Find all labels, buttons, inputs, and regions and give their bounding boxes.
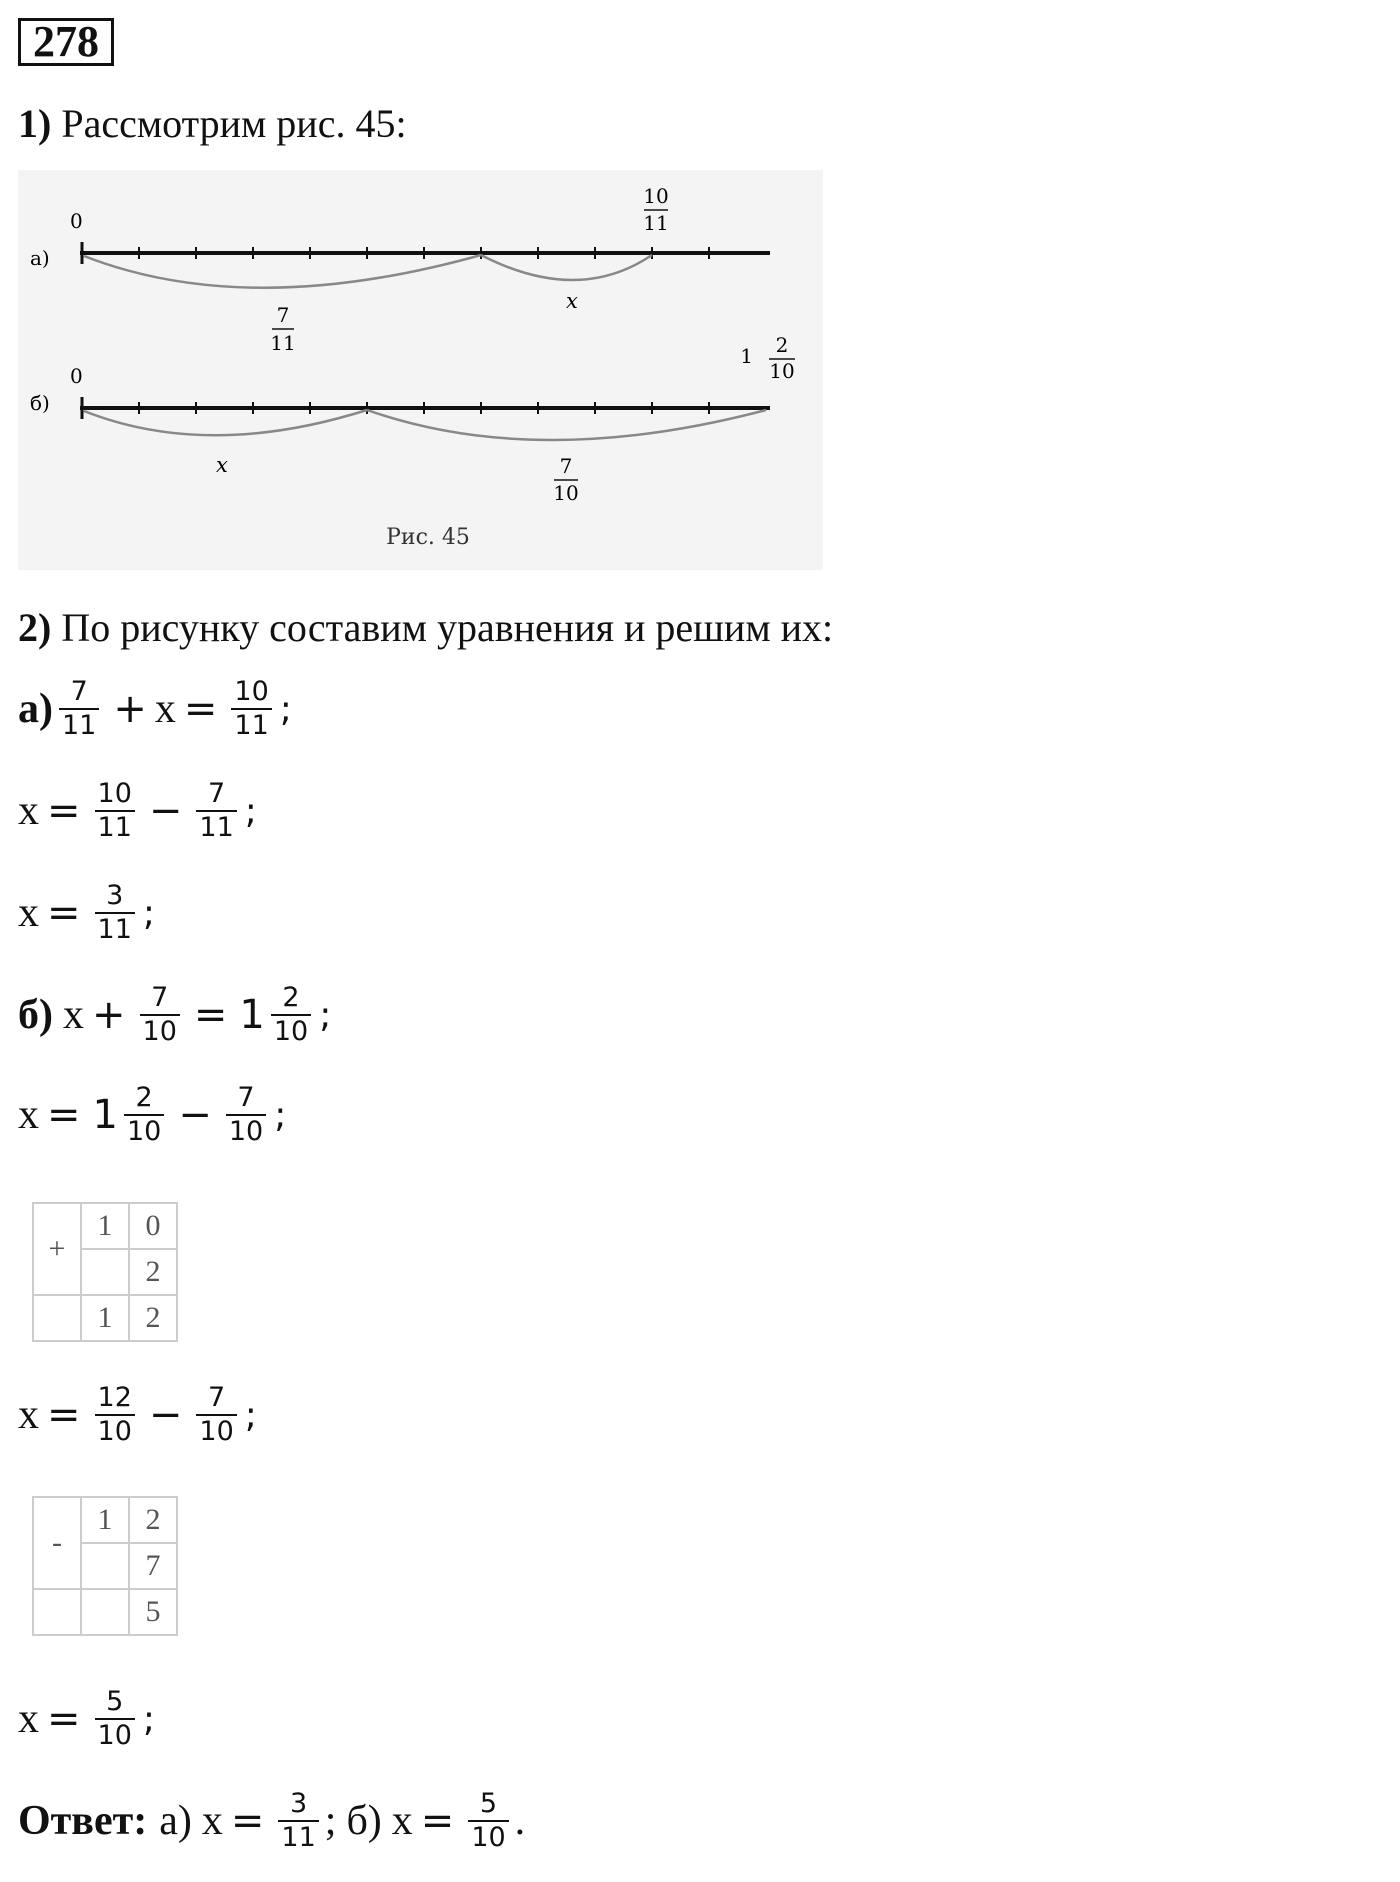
equals-sign: =	[47, 1092, 81, 1138]
table-cell	[81, 1249, 129, 1295]
eq-b-label: б)	[18, 992, 53, 1038]
answer-a-label: а)	[159, 1798, 192, 1844]
plus-sign: +	[113, 686, 147, 732]
step2-text: По рисунку составим уравнения и решим их:	[61, 605, 834, 650]
fig-a-arc2-label: x	[566, 289, 578, 313]
fraction: $\frac{3}{11}$	[278, 1788, 318, 1854]
variable-x: x	[18, 1696, 39, 1742]
fraction: $\frac{5}{10}$	[95, 1686, 135, 1752]
eq-a-label: а)	[18, 686, 53, 732]
fraction: $\frac{10}{11}$	[231, 676, 271, 742]
variable-x: x	[391, 1798, 413, 1844]
eq-a-line1	[18, 676, 292, 742]
step1-line	[18, 100, 407, 147]
step1-text: Рассмотрим рис. 45:	[61, 101, 407, 146]
variable-x: x	[18, 890, 39, 936]
addition-sign: +	[33, 1203, 81, 1295]
fraction: $\frac{2}{10}$	[124, 1082, 164, 1148]
fig-b-zero: 0	[70, 364, 83, 388]
fig-a-arc1	[84, 255, 481, 288]
figure-45	[18, 170, 823, 570]
fig-a-label: а)	[30, 246, 50, 270]
fig-b-top-den: 10	[769, 359, 795, 383]
table-cell: 0	[129, 1203, 177, 1249]
eq-b-line3	[18, 1382, 257, 1448]
variable-x: x	[154, 686, 176, 732]
subtraction-sign: -	[33, 1497, 81, 1589]
answer-line	[18, 1788, 525, 1854]
eq-b-line2	[18, 1082, 286, 1148]
semicolon: ;	[244, 790, 257, 832]
fraction: $\frac{10}{11}$	[95, 778, 135, 844]
semicolon: ;	[142, 1698, 156, 1740]
fraction: $\frac{7}{10}$	[226, 1082, 266, 1148]
fig-b-arc2	[367, 410, 766, 440]
table-cell	[81, 1589, 129, 1635]
fig-a-arc1-num: 7	[276, 303, 290, 327]
variable-x: x	[18, 788, 39, 834]
addition-table	[32, 1202, 178, 1342]
fraction: $\frac{7}{10}$	[196, 1382, 236, 1448]
subtraction-table	[32, 1496, 178, 1636]
equals-sign: =	[47, 788, 81, 834]
table-cell: 1	[81, 1497, 129, 1543]
semicolon: ;	[274, 1094, 287, 1136]
fraction: $\frac{2}{10}$	[271, 982, 311, 1048]
fig-a-top-num: 10	[643, 184, 669, 208]
fig-a-arc2	[481, 255, 652, 280]
table-cell: 5	[129, 1589, 177, 1635]
table-cell: 7	[129, 1543, 177, 1589]
fraction: $\frac{12}{10}$	[95, 1382, 135, 1448]
fraction: $\frac{7}{11}$	[196, 778, 236, 844]
fraction: $\frac{7}{10}$	[140, 982, 180, 1048]
variable-x: x	[18, 1092, 39, 1138]
eq-b-line1	[18, 982, 331, 1048]
fig-a-top-den: 11	[643, 211, 669, 235]
variable-x: x	[18, 1392, 39, 1438]
step1-label: 1)	[18, 101, 52, 146]
table-cell: 2	[129, 1249, 177, 1295]
equals-sign: =	[193, 992, 228, 1038]
fig-a-zero: 0	[70, 209, 83, 233]
minus-sign: −	[148, 788, 183, 834]
variable-x: x	[201, 1798, 223, 1844]
fig-b-arc2-den: 10	[553, 481, 579, 505]
plus-sign: +	[92, 992, 126, 1038]
fig-caption: Рис. 45	[386, 525, 470, 550]
table-cell: 1	[81, 1203, 129, 1249]
fig-b-arc1-label: x	[216, 453, 228, 477]
whole-part: 1	[239, 992, 265, 1038]
equals-sign: =	[47, 1696, 81, 1742]
equals-sign: =	[420, 1798, 455, 1844]
fig-a-arc1-den: 11	[270, 331, 296, 355]
table-cell: 2	[129, 1497, 177, 1543]
table-cell	[33, 1589, 81, 1635]
fig-b-arc2-num: 7	[559, 454, 573, 478]
equals-sign: =	[230, 1798, 265, 1844]
table-cell	[33, 1295, 81, 1341]
semicolon: ;	[279, 688, 292, 730]
equals-sign: =	[47, 890, 81, 936]
semicolon: ;	[142, 892, 156, 934]
problem-number: 278	[18, 18, 114, 66]
minus-sign: −	[148, 1392, 183, 1438]
minus-sign: −	[178, 1092, 212, 1138]
table-cell	[81, 1543, 129, 1589]
whole-part: 1	[92, 1092, 118, 1138]
semicolon: ;	[244, 1394, 257, 1436]
table-cell: 2	[129, 1295, 177, 1341]
eq-a-line3	[18, 880, 155, 946]
fraction: $\frac{3}{11}$	[95, 880, 135, 946]
table-cell: 1	[81, 1295, 129, 1341]
fig-b-arc1	[84, 410, 367, 435]
fraction: $\frac{7}{11}$	[59, 676, 99, 742]
fig-b-top-num: 2	[775, 333, 789, 357]
eq-a-line2	[18, 778, 257, 844]
answer-b-label: б)	[346, 1798, 382, 1844]
step2-line	[18, 604, 833, 651]
equals-sign: =	[183, 686, 218, 732]
answer-label: Ответ:	[18, 1798, 148, 1844]
equals-sign: =	[47, 1392, 81, 1438]
separator: ;	[324, 1798, 337, 1844]
fig-b-label: б)	[30, 391, 50, 415]
eq-b-line4	[18, 1686, 155, 1752]
fig-b-top-whole: 1	[740, 344, 753, 368]
step2-label: 2)	[18, 605, 52, 650]
semicolon: ;	[319, 994, 332, 1036]
fraction: $\frac{5}{10}$	[468, 1788, 508, 1854]
variable-x: x	[63, 992, 84, 1038]
period: .	[514, 1798, 526, 1844]
